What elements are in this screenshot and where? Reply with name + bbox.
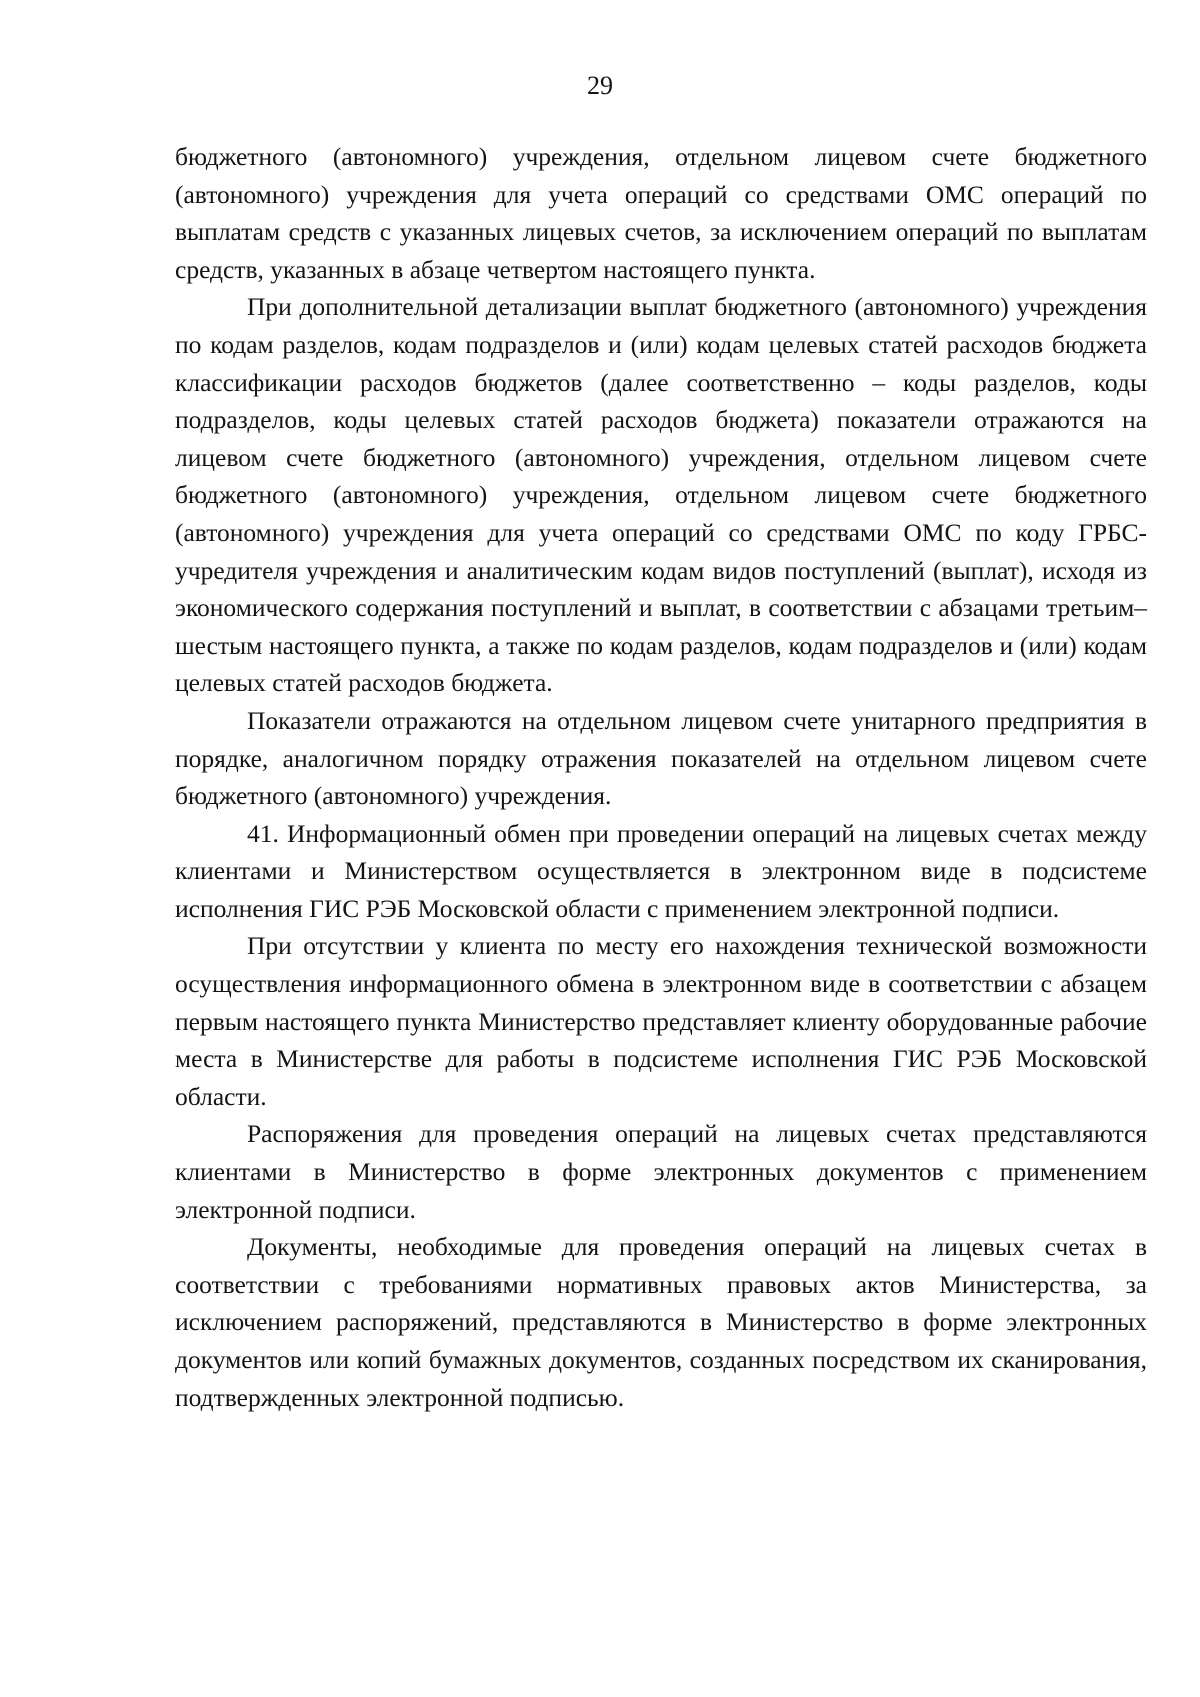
paragraph-orders: Распоряжения для проведения операций на лицевых счетах представляются клиентами в Министерство в форме электронных документов с применением электронной подписи. <box>175 1119 1147 1224</box>
paragraph-detailing: При дополнительной детализации выплат бюджетного (автономного) учреждения по кодам разделов, кодам подразделов и (или) кодам целевых статей расходов бюджета классификации расходов бюджетов (далее соответственно – коды разделов, коды подразделов, коды целевых статей расходов бюджета) показатели отражаются на лицевом счете бюджетного (автономного) учреждения, отдельном лицевом счете бюджетного (автономного) учреждения, отдельном лицевом счете бюджетного (автономного) учреждения для учета операций со средствами ОМС по коду ГРБС-учредителя учреждения и аналитическим кодам видов поступлений (выплат), исходя из экономического содержания поступлений и выплат, в соответствии с абзацами третьим–шестым настоящего пункта, а также по кодам разделов, кодам подразделов и (или) кодам целевых статей расходов бюджета. <box>175 292 1147 698</box>
paragraph-documents: Документы, необходимые для проведения операций на лицевых счетах в соответствии с требованиями нормативных правовых актов Министерства, за исключением распоряжений, представляются в Министерство в форме электронных документов или копий бумажных документов, созданных посредством их сканирования, подтвержденных электронной подписью. <box>175 1232 1147 1412</box>
document-body <box>175 138 1147 1416</box>
page-number: 29 <box>587 71 613 100</box>
paragraph-workplaces: При отсутствии у клиента по месту его нахождения технической возможности осуществления информационного обмена в электронном виде в соответствии с абзацем первым настоящего пункта Министерство представляет клиенту оборудованные рабочие места в Министерстве для работы в подсистеме исполнения ГИС РЭБ Московской области. <box>175 931 1147 1111</box>
paragraph-continuation: бюджетного (автономного) учреждения, отдельном лицевом счете бюджетного (автономного) учреждения для учета операций со средствами ОМС операций по выплатам средств с указанных лицевых счетов, за исключением операций по выплатам средств, указанных в абзаце четвертом настоящего пункта. <box>175 142 1147 284</box>
paragraph-clause-41: 41. Информационный обмен при проведении операций на лицевых счетах между клиентами и Министерством осуществляется в электронном виде в подсистеме исполнения ГИС РЭБ Московской области с применением электронной подписи. <box>175 818 1147 923</box>
paragraph-unitary-enterprise: Показатели отражаются на отдельном лицевом счете унитарного предприятия в порядке, аналогичном порядку отражения показателей на отдельном лицевом счете бюджетного (автономного) учреждения. <box>175 705 1147 811</box>
